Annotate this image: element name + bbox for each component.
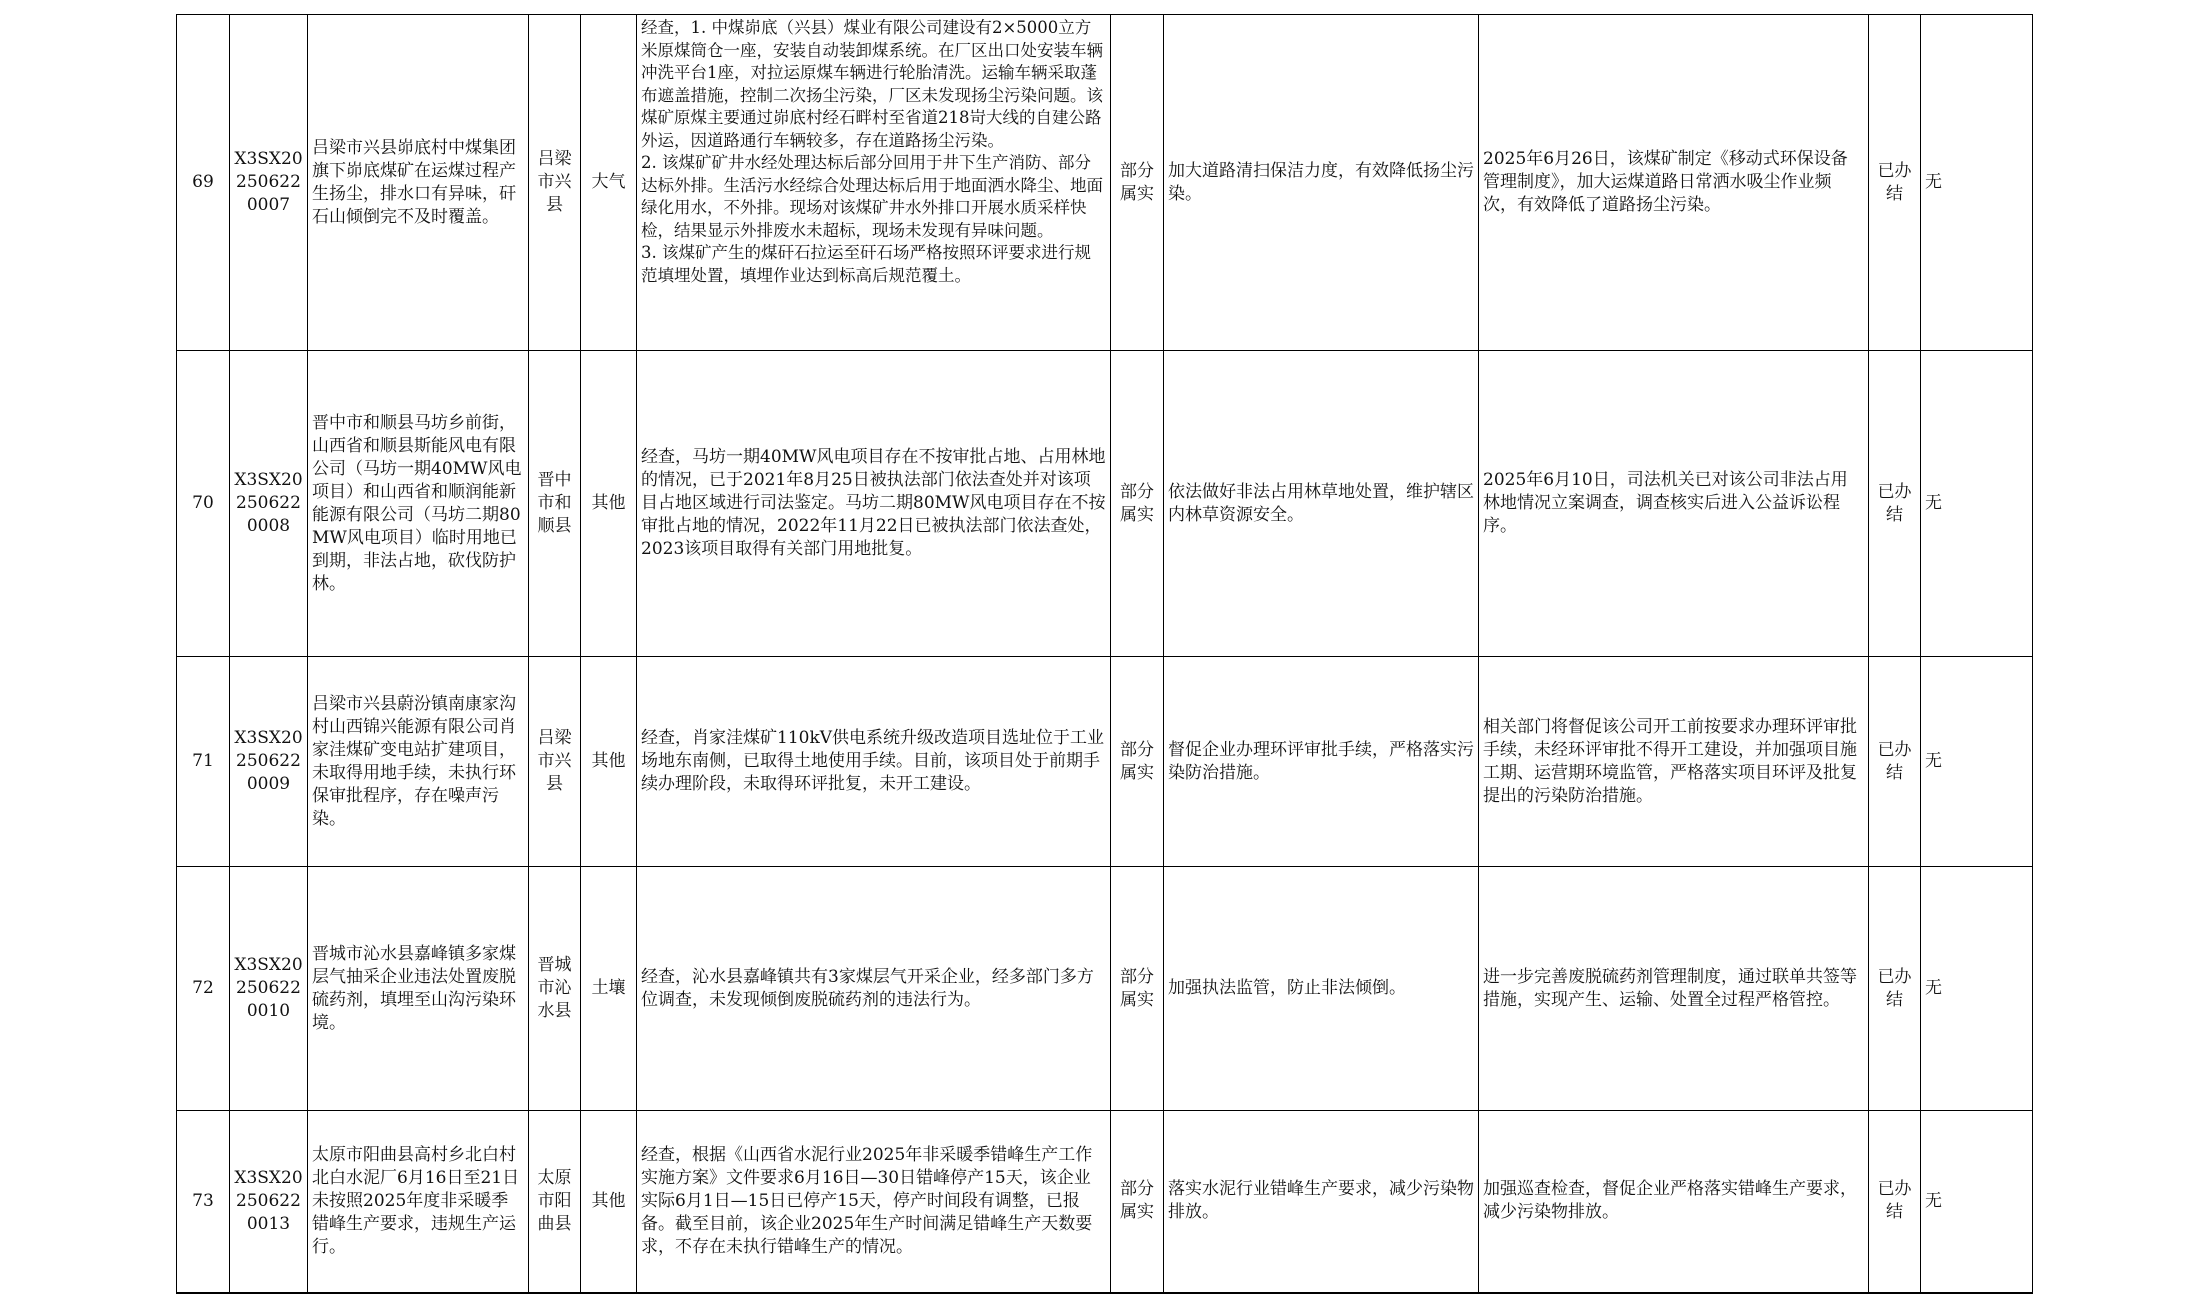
investigation-finding: 经查，肖家洼煤矿110kV供电系统升级改造项目选址位于工业场地东南侧，已取得土地使用手续。目前，该项目处于前期手续办理阶段，未取得环评批复，未开工建设。	[637, 657, 1111, 867]
table-row	[177, 867, 2033, 1111]
case-status: 已办结	[1869, 867, 1921, 1111]
case-code: X3SX20250622 0007	[230, 15, 308, 351]
pollution-type: 其他	[581, 657, 637, 867]
rectification-result: 加强巡查检查，督促企业严格落实错峰生产要求，减少污染物排放。	[1479, 1111, 1869, 1293]
case-code: X3SX20250622 0009	[230, 657, 308, 867]
administrative-area: 晋城市沁水县	[529, 867, 581, 1111]
investigation-finding: 经查，马坊一期40MW风电项目存在不按审批占地、占用林地的情况，已于2021年8月25日被执法部门依法查处并对该项目占地区域进行司法鉴定。马坊二期80MW风电项目存在不按审批占地的情况，2022年11月22日已被执法部门依法查处，2023该项目取得有关部门用地批复。	[637, 351, 1111, 657]
case-code: X3SX20250622 0008	[230, 351, 308, 657]
administrative-area: 吕梁市兴县	[529, 657, 581, 867]
administrative-area: 晋中市和顺县	[529, 351, 581, 657]
accountability: 无	[1921, 867, 2033, 1111]
table-row	[177, 351, 2033, 657]
administrative-area: 吕梁市兴县	[529, 15, 581, 351]
table-row	[177, 657, 2033, 867]
case-status: 已办结	[1869, 657, 1921, 867]
issue-description: 晋中市和顺县马坊乡前街，山西省和顺县斯能风电有限公司（马坊一期40MW风电项目）和山西省和顺润能新能源有限公司（马坊二期80MW风电项目）临时用地已到期，非法占地，砍伐防护林。	[308, 351, 529, 657]
rectification-result: 2025年6月26日，该煤矿制定《移动式环保设备管理制度》，加大运煤道路日常洒水吸尘作业频次，有效降低了道路扬尘污染。	[1479, 15, 1869, 351]
accountability: 无	[1921, 1111, 2033, 1293]
verification-result: 部分属实	[1111, 657, 1164, 867]
investigation-finding: 经查，1. 中煤峁底（兴县）煤业有限公司建设有2×5000立方米原煤筒仓一座，安装自动装卸煤系统。在厂区出口处安装车辆冲洗平台1座，对拉运原煤车辆进行轮胎清洗。运输车辆采取蓬布遮盖措施，控制二次扬尘污染，厂区未发现扬尘污染问题。该煤矿原煤主要通过峁底村经石畔村至省道218岢大线的自建公路外运，因道路通行车辆较多，存在道路扬尘污染。 2. 该煤矿矿井水经处理达标后部分回用于井下生产消防、部分达标外排。生活污水经综合处理达标后用于地面洒水降尘、地面绿化用水，不外排。现场对该煤矿井水外排口开展水质采样快检，结果显示外排废水未超标，现场未发现有异味问题。 3. 该煤矿产生的煤矸石拉运至矸石场严格按照环评要求进行规范填埋处置，填埋作业达到标高后规范覆土。	[637, 15, 1111, 351]
case-status: 已办结	[1869, 15, 1921, 351]
rectification-measure: 落实水泥行业错峰生产要求，减少污染物排放。	[1164, 1111, 1479, 1293]
case-status: 已办结	[1869, 351, 1921, 657]
row-number: 71	[177, 657, 230, 867]
rectification-measure: 加强执法监管，防止非法倾倒。	[1164, 867, 1479, 1111]
pollution-type: 大气	[581, 15, 637, 351]
issue-description: 吕梁市兴县蔚汾镇南康家沟村山西锦兴能源有限公司肖家洼煤矿变电站扩建项目，未取得用地手续，未执行环保审批程序，存在噪声污染。	[308, 657, 529, 867]
case-code: X3SX20250622 0013	[230, 1111, 308, 1293]
verification-result: 部分属实	[1111, 1111, 1164, 1293]
issue-description: 太原市阳曲县高村乡北白村北白水泥厂6月16日至21日未按照2025年度非采暖季错峰生产要求，违规生产运行。	[308, 1111, 529, 1293]
accountability: 无	[1921, 657, 2033, 867]
rectification-measure: 依法做好非法占用林草地处置，维护辖区内林草资源安全。	[1164, 351, 1479, 657]
rectification-measure: 加大道路清扫保洁力度，有效降低扬尘污染。	[1164, 15, 1479, 351]
rectification-result: 相关部门将督促该公司开工前按要求办理环评审批手续，未经环评审批不得开工建设，并加强项目施工期、运营期环境监管，严格落实项目环评及批复提出的污染防治措施。	[1479, 657, 1869, 867]
verification-result: 部分属实	[1111, 351, 1164, 657]
pollution-type: 土壤	[581, 867, 637, 1111]
administrative-area: 太原市阳曲县	[529, 1111, 581, 1293]
issue-description: 吕梁市兴县峁底村中煤集团旗下峁底煤矿在运煤过程产生扬尘，排水口有异味，矸石山倾倒完不及时覆盖。	[308, 15, 529, 351]
case-status: 已办结	[1869, 1111, 1921, 1293]
investigation-finding: 经查，沁水县嘉峰镇共有3家煤层气开采企业，经多部门多方位调查，未发现倾倒废脱硫药剂的违法行为。	[637, 867, 1111, 1111]
issue-description: 晋城市沁水县嘉峰镇多家煤层气抽采企业违法处置废脱硫药剂，填埋至山沟污染环境。	[308, 867, 529, 1111]
rectification-result: 2025年6月10日，司法机关已对该公司非法占用林地情况立案调查，调查核实后进入公益诉讼程序。	[1479, 351, 1869, 657]
row-number: 70	[177, 351, 230, 657]
row-number: 72	[177, 867, 230, 1111]
row-number: 73	[177, 1111, 230, 1293]
table-row	[177, 1111, 2033, 1293]
pollution-type: 其他	[581, 1111, 637, 1293]
verification-result: 部分属实	[1111, 15, 1164, 351]
investigation-finding: 经查，根据《山西省水泥行业2025年非采暖季错峰生产工作实施方案》文件要求6月16日—30日错峰停产15天，该企业实际6月1日—15日已停产15天，停产时间段有调整，已报备。截至目前，该企业2025年生产时间满足错峰生产天数要求，不存在未执行错峰生产的情况。	[637, 1111, 1111, 1293]
table-row	[177, 15, 2033, 351]
case-table	[176, 14, 2033, 1294]
accountability: 无	[1921, 15, 2033, 351]
case-code: X3SX20250622 0010	[230, 867, 308, 1111]
accountability: 无	[1921, 351, 2033, 657]
rectification-measure: 督促企业办理环评审批手续，严格落实污染防治措施。	[1164, 657, 1479, 867]
verification-result: 部分属实	[1111, 867, 1164, 1111]
row-number: 69	[177, 15, 230, 351]
pollution-type: 其他	[581, 351, 637, 657]
rectification-result: 进一步完善废脱硫药剂管理制度，通过联单共签等措施，实现产生、运输、处置全过程严格管控。	[1479, 867, 1869, 1111]
